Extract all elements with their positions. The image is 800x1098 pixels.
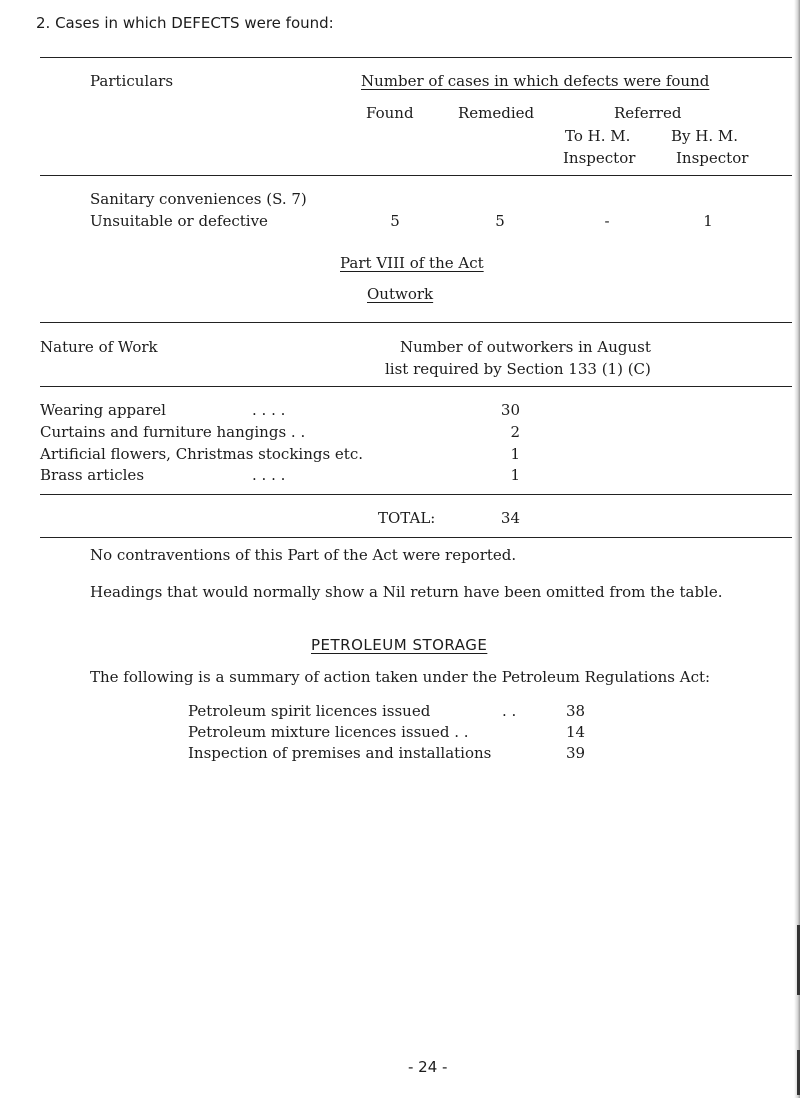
page-number: - 24 - [408, 1058, 448, 1076]
cell-by-hm: 1 [703, 212, 713, 230]
petroleum-intro: The following is a summary of action taken under the Petroleum Regulations Act: [90, 668, 711, 686]
column-header-to-hm: To H. M. [565, 127, 631, 145]
part-title: Part VIII of the Act [340, 254, 484, 272]
outwork-subtitle: Outwork [367, 285, 434, 303]
total-bottom-rule [40, 537, 792, 538]
outwork-header-rule [40, 386, 792, 387]
column-header-outworkers-line2: list required by Section 133 (1) (C) [385, 360, 651, 378]
outwork-top-rule [40, 322, 792, 323]
petroleum-title: PETROLEUM STORAGE [311, 636, 488, 654]
row-label: Curtains and furniture hangings . . [40, 423, 306, 441]
column-header-outworkers: Number of outworkers in August [400, 338, 651, 356]
cell-remedied: 5 [495, 212, 505, 230]
total-label: TOTAL: [378, 509, 436, 527]
column-header-remedied: Remedied [458, 104, 535, 122]
column-header-number: Number of cases in which defects were found [361, 72, 710, 90]
row-value: 39 [566, 744, 586, 762]
table-top-rule [40, 57, 792, 58]
row-label: Artificial flowers, Christmas stockings etc. [40, 445, 364, 463]
row-dots: . . . . [252, 466, 286, 484]
column-header-by-hm: By H. M. [671, 127, 739, 145]
column-header-to-hm-inspector: Inspector [563, 149, 636, 167]
row-value: 2 [510, 423, 520, 441]
row-value: 1 [510, 445, 520, 463]
row-dots: . . . . [252, 401, 286, 419]
cell-found: 5 [390, 212, 400, 230]
column-header-nature: Nature of Work [40, 338, 158, 356]
row-dots: . . [502, 702, 517, 720]
cell-to-hm: - [604, 212, 610, 230]
row-label: Petroleum mixture licences issued . . [188, 723, 469, 741]
row-value: 30 [500, 401, 520, 419]
column-header-by-hm-inspector: Inspector [676, 149, 749, 167]
total-value: 34 [500, 509, 520, 527]
column-header-particulars: Particulars [90, 72, 174, 90]
row-label: Inspection of premises and installations [188, 744, 492, 762]
column-header-found: Found [366, 104, 414, 122]
row-label: Petroleum spirit licences issued [188, 702, 431, 720]
row-value: 14 [566, 723, 586, 741]
column-header-referred: Referred [614, 104, 682, 122]
row-value: 38 [566, 702, 586, 720]
total-top-rule [40, 494, 792, 495]
table-row-label: Unsuitable or defective [90, 212, 268, 230]
row-label: Brass articles [40, 466, 145, 484]
note-contraventions: No contraventions of this Part of the Act were reported. [90, 546, 517, 564]
table-header-rule [40, 175, 792, 176]
row-value: 1 [510, 466, 520, 484]
note-nil-returns: Headings that would normally show a Nil return have been omitted from the table. [90, 583, 723, 601]
row-label: Wearing apparel [40, 401, 166, 419]
section-heading: 2. Cases in which DEFECTS were found: [36, 14, 334, 32]
row-group-label: Sanitary conveniences (S. 7) [90, 190, 307, 208]
